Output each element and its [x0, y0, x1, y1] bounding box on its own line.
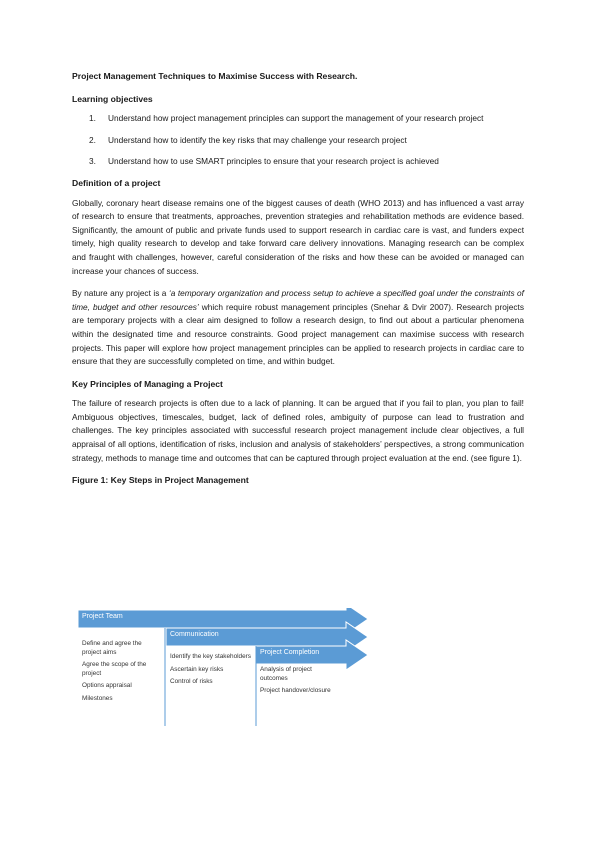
band-label-project-completion: Project Completion [260, 649, 320, 656]
project-definition-quote: ‘a temporary organization and process setup to achieve a specified goal under the constraints of time, budget and other resources’ [72, 288, 524, 312]
list-number: 1. [89, 113, 96, 124]
list-item: Options appraisal [82, 682, 132, 689]
list-item: Agree the scope of the project [82, 661, 147, 677]
learning-objectives-list [72, 112, 524, 169]
key-principles-paragraph: The failure of research projects is often due to a lack of planning. It can be argued that if you fail to plan, you plan to fail! Ambiguous objectives, timescales, budget, lack of defined roles, ambiguity of purpose can lead to frustration and challenges. The key principles associated with successful research project management include clear objectives, a full appraisal of all options, identification of risks, inclusion and analysis of stakeholders’ perspectives, a strong communication strategy, methods to manage time and outcomes that can be captured through project evaluation at the end. (see figure 1). [72, 398, 524, 463]
paragraph-text: which require robust management principles (Snehar & Dvir 2007). Research projects are temporary projects with a clear aim designed to follow a research design, to find out about a particular phenomena within the designated time and resource constraints. Good project management can maximise success with research projects. This paper will explore how project management principles can be applied to research projects in cardiac care to ensure that they are successfully completed on time, and within budget. [72, 301, 524, 367]
list-item [72, 112, 524, 126]
paragraph-text: By nature any project is a [72, 288, 169, 299]
document-page [72, 70, 524, 488]
list-item-text: Understand how to identify the key risks that may challenge your research project [108, 134, 407, 145]
learning-objectives-heading: Learning objectives [72, 93, 153, 104]
project-team-items [82, 640, 162, 707]
project-completion-items [260, 666, 340, 700]
list-item-text: Understand how to use SMART principles to ensure that your research project is achieved [108, 156, 439, 167]
list-item: Control of risks [170, 678, 213, 685]
document-title: Project Management Techniques to Maximise Success with Research. [72, 71, 358, 81]
list-item: Analysis of project outcomes [260, 666, 312, 682]
definition-paragraph-1: Globally, coronary heart disease remains one of the biggest causes of death (WHO 2013) and has influenced a vast array of research to ensure that treatments, approaches, prevention strategies and rehabilitation methods are evidence based. Significantly, the amount of public and private funds used to support research in cardiac care is vast, and funders expect timely, high quality research to develop and take forward care delivery innovations. Managing research can be complex and fraught with challenges, however, careful consideration of the risks and how these can be avoided or managed can increase your chances of success. [72, 197, 524, 276]
definition-heading: Definition of a project [72, 177, 161, 188]
list-item [72, 155, 524, 169]
list-item-text: Understand how project management principles can support the management of your research project [108, 113, 484, 124]
list-number: 3. [89, 156, 96, 167]
band-label-communication: Communication [170, 631, 219, 638]
definition-paragraph-2 [72, 287, 524, 369]
key-principles-heading: Key Principles of Managing a Project [72, 378, 223, 389]
communication-items [170, 653, 252, 691]
list-item: Project handover/closure [260, 687, 331, 694]
list-number: 2. [89, 134, 96, 145]
band-label-project-team: Project Team [82, 613, 123, 620]
list-item: Identify the key stakeholders [170, 653, 251, 660]
list-item [72, 134, 524, 148]
list-item: Ascertain key risks [170, 665, 224, 673]
figure-title: Figure 1: Key Steps in Project Management [72, 475, 249, 486]
key-steps-figure [78, 608, 378, 733]
list-item: Define and agree the project aims [82, 640, 142, 656]
list-item: Milestones [82, 694, 113, 702]
